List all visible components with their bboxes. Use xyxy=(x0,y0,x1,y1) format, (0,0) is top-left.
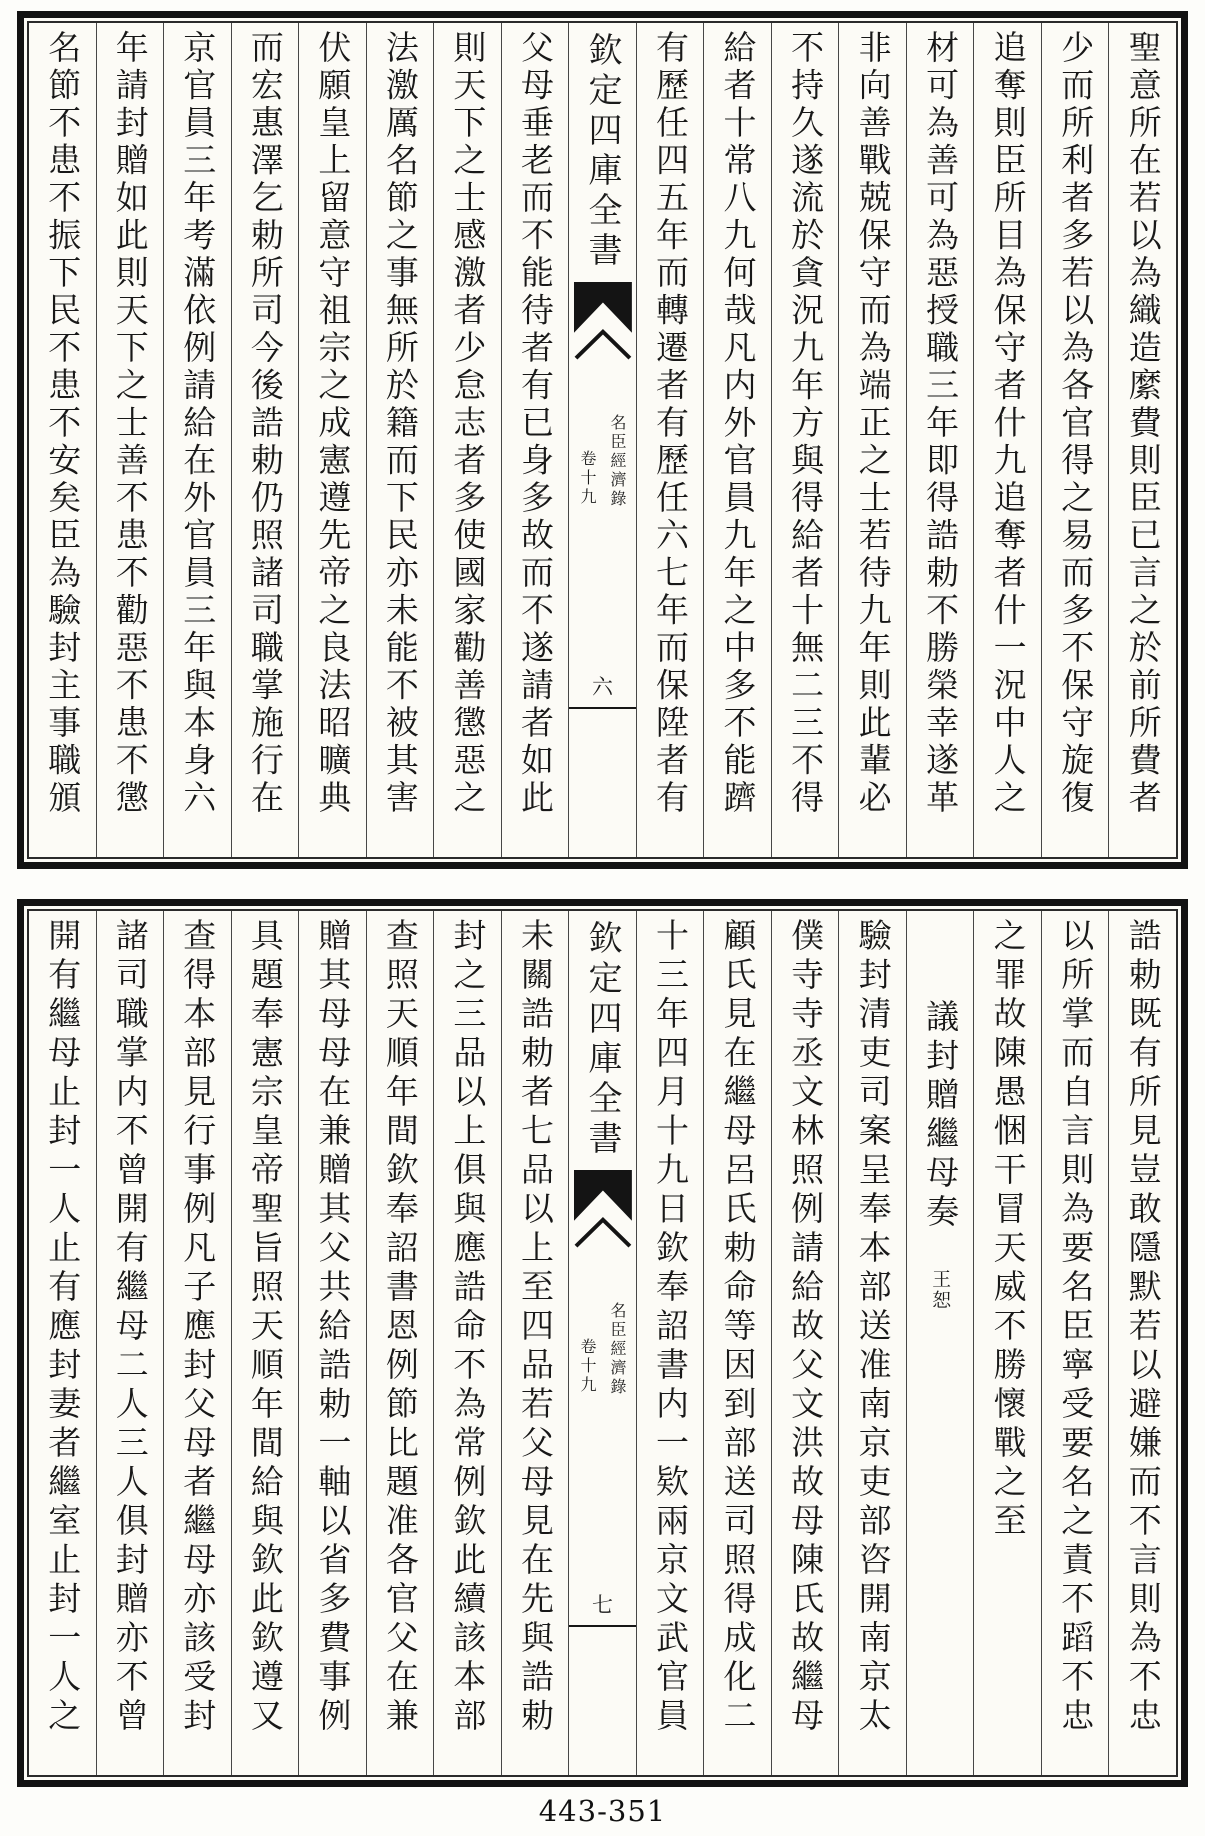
column-text: 以所掌而自言則為要名臣寧受要名之責不蹈不忠 xyxy=(1056,918,1096,1737)
text-column xyxy=(703,911,771,1775)
book-page-top xyxy=(17,11,1188,869)
text-column xyxy=(433,911,501,1775)
column-text: 法激厲名節之事無所於籍而下民亦未能不被其害 xyxy=(380,30,420,818)
text-column xyxy=(231,911,299,1775)
text-column xyxy=(366,23,434,857)
banxin-series-title: 欽定四庫全書 xyxy=(581,32,622,272)
text-columns xyxy=(29,911,1176,1775)
banxin-book-title: 名臣經濟錄 xyxy=(607,414,627,509)
text-column xyxy=(501,911,569,1775)
author-attribution: 王恕 xyxy=(929,1269,952,1311)
text-column xyxy=(29,911,96,1775)
column-text: 十三年四月十九日欽奉詔書内一欵兩京文武官員 xyxy=(651,918,691,1737)
text-column xyxy=(96,23,164,857)
column-text: 誥勅既有所見豈敢隱默若以避嫌而不言則為不忠 xyxy=(1123,918,1163,1737)
text-column xyxy=(636,23,704,857)
text-column xyxy=(96,911,164,1775)
column-text: 伏願皇上留意守祖宗之成憲遵先帝之良法昭曠典 xyxy=(313,30,353,818)
text-column xyxy=(636,911,704,1775)
text-column xyxy=(433,23,501,857)
text-column xyxy=(298,23,366,857)
column-text: 京官員三年考滿依例請給在外官員三年與本身六 xyxy=(178,30,218,818)
text-column xyxy=(501,23,569,857)
folio-number: 六 xyxy=(591,675,613,699)
section-heading: 議封贈繼母奏王恕 xyxy=(921,999,961,1311)
column-text: 驗封清吏司案呈奉本部送准南京吏部咨開南京太 xyxy=(853,918,893,1737)
center-fold-column xyxy=(568,911,636,1775)
column-text: 少而所利者多若以為各官得之易而多不保守旋復 xyxy=(1056,30,1096,818)
column-text: 給者十常八九何哉凡内外官員九年之中多不能躋 xyxy=(718,30,758,818)
page-inner-frame xyxy=(27,909,1178,1777)
text-column xyxy=(1108,23,1176,857)
column-text: 查得本部見行事例凡子應封父母者繼母亦該受封 xyxy=(178,918,218,1737)
column-text: 有歷任四五年而轉遷者有歷任六七年而保陞者有 xyxy=(651,30,691,818)
page-number-label: 443-351 xyxy=(538,1794,667,1828)
text-column xyxy=(906,911,974,1775)
column-text: 不持久遂流於貪況九年方與得給者十無二三不得 xyxy=(786,30,826,818)
text-column xyxy=(1108,911,1176,1775)
column-text: 年請封贈如此則天下之士善不患不勸惡不患不懲 xyxy=(110,30,150,818)
text-column xyxy=(838,911,906,1775)
column-text: 非向善戰兢保守而為端正之士若待九年則此輩必 xyxy=(853,30,893,818)
text-column xyxy=(838,23,906,857)
page-inner-frame xyxy=(27,21,1178,859)
text-column xyxy=(231,23,299,857)
column-text: 名節不患不振下民不患不安矣臣為驗封主事職頒 xyxy=(43,30,83,818)
column-text: 未關誥勅者七品以上至四品若父母見在先與誥勅 xyxy=(515,918,555,1737)
column-text: 材可為善可為惡授職三年即得誥勅不勝榮幸遂革 xyxy=(921,30,961,818)
column-text: 追奪則臣所目為保守者什九追奪者什一況中人之 xyxy=(988,30,1028,818)
fishtail-mark xyxy=(573,1170,633,1250)
banxin-chapter: 卷十九 xyxy=(577,450,597,507)
text-column xyxy=(163,23,231,857)
text-column xyxy=(298,911,366,1775)
column-text: 諸司職掌内不曾開有繼母二人三人俱封贈亦不曾 xyxy=(110,918,150,1737)
text-column xyxy=(29,23,96,857)
text-column xyxy=(703,23,771,857)
column-text: 之罪故陳愚悃干冒天威不勝懷戰之至 xyxy=(988,918,1028,1542)
column-text: 僕寺寺丞文林照例請給故父文洪故母陳氏故繼母 xyxy=(786,918,826,1737)
column-text: 具題奉憲宗皇帝聖旨照天順年間給與欽此欽遵又 xyxy=(245,918,285,1737)
column-text: 則天下之士感激者少怠志者多使國家勸善懲惡之 xyxy=(448,30,488,818)
column-text: 查照天順年間欽奉詔書恩例節比題准各官父在兼 xyxy=(380,918,420,1737)
banxin-blank-area xyxy=(569,709,636,857)
text-column xyxy=(771,23,839,857)
column-text: 而宏惠澤乞勅所司今後誥勅仍照諸司職掌施行在 xyxy=(245,30,285,818)
text-column xyxy=(973,23,1041,857)
banxin-blank-area xyxy=(569,1627,636,1775)
column-text: 封之三品以上俱與應誥命不為常例欽此續該本部 xyxy=(448,918,488,1737)
text-column xyxy=(163,911,231,1775)
banxin-chapter: 卷十九 xyxy=(577,1338,597,1395)
book-page-bottom xyxy=(17,899,1188,1787)
banxin-subtitles xyxy=(576,414,629,509)
column-text: 開有繼母止封一人止有應封妻者繼室止封一人之 xyxy=(43,918,83,1737)
text-column xyxy=(906,23,974,857)
text-column xyxy=(366,911,434,1775)
column-text: 贈其母母在兼贈其父共給誥勅一軸以省多費事例 xyxy=(313,918,353,1737)
fishtail-mark xyxy=(573,282,633,362)
text-column xyxy=(1041,23,1109,857)
center-fold-column xyxy=(568,23,636,857)
banxin-book-title: 名臣經濟錄 xyxy=(607,1302,627,1397)
text-column xyxy=(973,911,1041,1775)
column-text: 父母垂老而不能待者有已身多故而不遂請者如此 xyxy=(515,30,555,818)
column-text: 聖意所在若以為織造縻費則臣已言之於前所費者 xyxy=(1123,30,1163,818)
text-column xyxy=(1041,911,1109,1775)
banxin-subtitles xyxy=(576,1302,629,1397)
column-text: 顧氏見在繼母呂氏勅命等因到部送司照得成化二 xyxy=(718,918,758,1737)
text-column xyxy=(771,911,839,1775)
folio-number: 七 xyxy=(591,1593,613,1617)
banxin-series-title: 欽定四庫全書 xyxy=(581,920,622,1160)
text-columns xyxy=(29,23,1176,857)
